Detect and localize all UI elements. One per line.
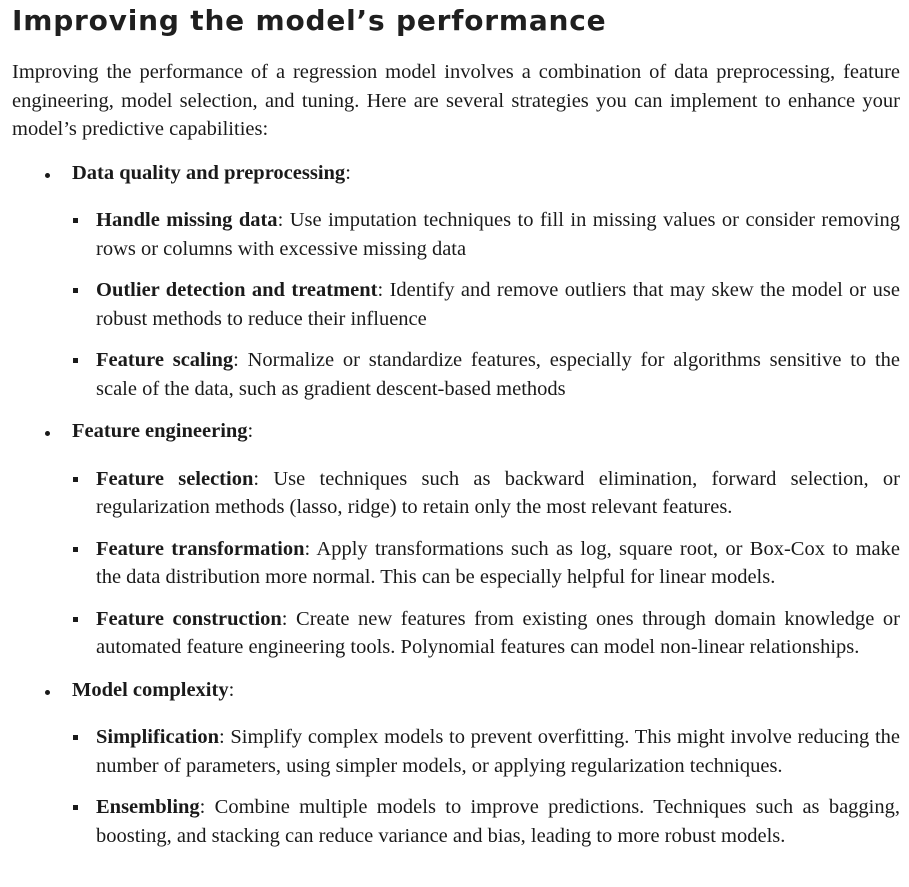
list-item-text	[96, 276, 900, 333]
item-description: : Identify and remove outliers that may skew the model or use robust methods to reduce their influence	[96, 279, 900, 330]
list-item-text	[96, 465, 900, 522]
list-item	[72, 793, 900, 850]
item-description: : Simplify complex models to prevent overfitting. This might involve reducing the number of parameters, using simpler models, or applying regularization techniques.	[96, 726, 900, 777]
section-item	[12, 159, 900, 404]
list-item	[72, 723, 900, 780]
item-description: : Normalize or standardize features, especially for algorithms sensitive to the scale of the data, such as gradient descent-based methods	[96, 349, 901, 400]
list-item	[72, 465, 900, 522]
list-item-text	[96, 793, 900, 850]
list-item	[72, 605, 900, 662]
list-item	[72, 535, 900, 592]
square-bullet-icon	[73, 477, 78, 482]
section-title: Model complexity	[72, 678, 229, 701]
square-bullet-icon	[73, 735, 78, 740]
item-term: Ensembling	[96, 796, 200, 818]
item-description: : Apply transformations such as log, square root, or Box-Cox to make the data distribution more normal. This can be especially helpful for linear models.	[96, 537, 901, 588]
list-item	[72, 206, 900, 263]
round-bullet-icon	[45, 173, 50, 178]
square-bullet-icon	[73, 547, 78, 552]
square-bullet-icon	[73, 617, 78, 622]
item-term: Feature selection	[96, 467, 254, 490]
item-term: Feature construction	[96, 607, 282, 630]
intro-paragraph: Improving the performance of a regression model involves a combination of data preprocessing, feature engineering, model selection, and tuning. Here are several strategies you can implement to enhance your model’s predictive capabilities:	[12, 61, 900, 140]
item-term: Feature transformation	[96, 537, 305, 560]
item-description: : Combine multiple models to improve predictions. Techniques such as bagging, boosting, and stacking can reduce variance and bias, leading to more robust models.	[96, 796, 900, 847]
document-page	[12, 0, 900, 864]
item-term: Outlier detection and treatment	[96, 279, 378, 301]
square-bullet-icon	[73, 288, 78, 293]
item-description: : Use techniques such as backward elimination, forward selection, or regularization methods (lasso, ridge) to retain only the most relevant features.	[96, 467, 901, 518]
item-term: Simplification	[96, 726, 220, 748]
page-title: Improving the model’s performance	[12, 4, 607, 37]
section-heading	[72, 417, 900, 446]
item-term: Handle missing data	[96, 209, 278, 231]
list-item-text	[96, 346, 900, 403]
list-item-text	[96, 723, 900, 780]
sub-list	[72, 723, 900, 850]
section-heading	[72, 676, 900, 705]
section-title: Feature engineering	[72, 420, 248, 442]
strategy-list	[12, 159, 900, 851]
sub-list	[72, 206, 900, 403]
square-bullet-icon	[73, 805, 78, 810]
sub-list	[72, 465, 900, 662]
round-bullet-icon	[45, 690, 50, 695]
square-bullet-icon	[73, 358, 78, 363]
section-colon: :	[345, 161, 351, 184]
list-item-text	[96, 605, 900, 662]
round-bullet-icon	[45, 431, 50, 436]
list-item-text	[96, 206, 900, 263]
section-title: Data quality and preprocessing	[72, 161, 346, 184]
list-item	[72, 276, 900, 333]
list-item-text	[96, 535, 900, 592]
section-colon: :	[247, 420, 254, 442]
section-item	[12, 676, 900, 851]
section-heading	[72, 159, 900, 188]
section-colon: :	[228, 678, 235, 701]
item-term: Feature scaling	[96, 349, 234, 371]
section-item	[12, 417, 900, 662]
list-item	[72, 346, 900, 403]
item-description: : Use imputation techniques to fill in missing values or consider removing rows or columns with excessive missing data	[96, 209, 900, 260]
item-description: : Create new features from existing ones through domain knowledge or automated feature engineering tools. Polynomial features can model non-linear relationships.	[96, 607, 900, 658]
square-bullet-icon	[73, 218, 78, 223]
